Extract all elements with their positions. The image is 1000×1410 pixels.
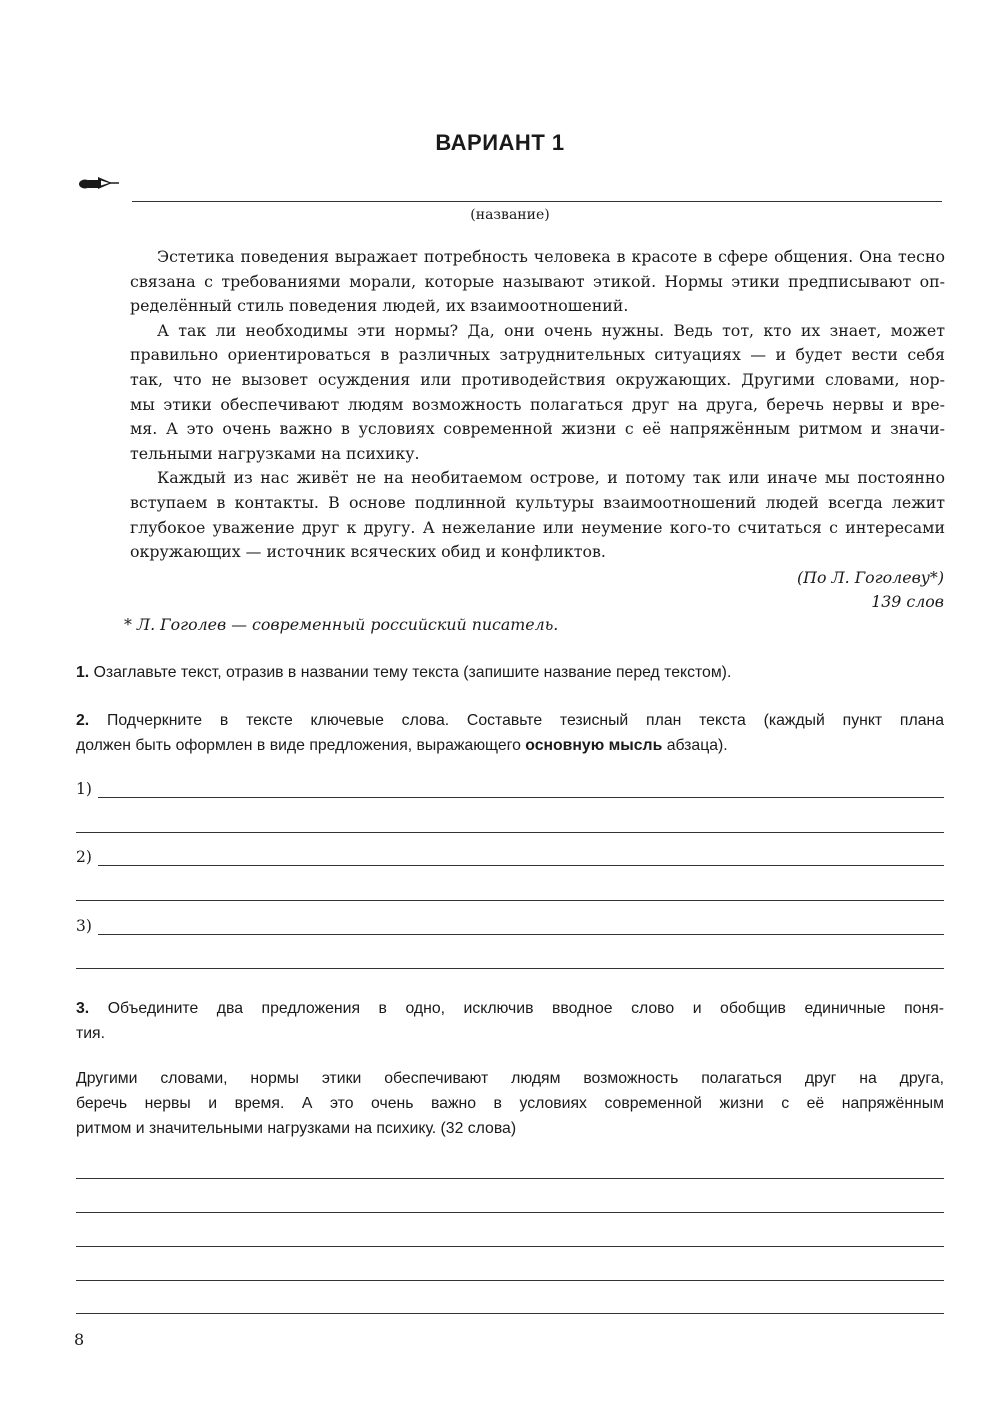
plan-item-label-2: 2) bbox=[76, 848, 92, 866]
text-line: вступаем в контакты. В основе подлинной культуры взаимоотношений людей всегда лежит bbox=[130, 492, 945, 512]
text-line: мя. А это очень важно в условиях современной жизни с её напряжённым ритмом и значи- bbox=[130, 419, 945, 439]
plan-line-3b[interactable] bbox=[76, 968, 944, 969]
task-number: 3. bbox=[76, 1000, 90, 1017]
task-text: Объедините два предложения в одно, исключив вводное слово и обобщив единичные поня- bbox=[89, 1000, 944, 1017]
task-line bbox=[76, 733, 944, 758]
footnote: * Л. Гоголев — современный российский писатель. bbox=[124, 615, 559, 634]
quote-line: ритмом и значительными нагрузками на психику. (32 слова) bbox=[76, 1120, 517, 1137]
answer-line-4[interactable] bbox=[76, 1280, 944, 1281]
task-text: абзаца). bbox=[662, 737, 728, 754]
title-write-line[interactable] bbox=[132, 201, 942, 202]
text-line: Эстетика поведения выражает потребность человека в красоте в сфере общения. Она тесно bbox=[157, 247, 945, 266]
task-2 bbox=[76, 708, 944, 758]
plan-line-1a[interactable] bbox=[98, 797, 944, 798]
task-number: 2. bbox=[76, 712, 90, 729]
text-line: А так ли необходимы эти нормы? Да, они очень нужны. Ведь тот, кто их знает, может bbox=[157, 320, 945, 340]
task-text: Озаглавьте текст, отразив в названии тему текста (запишите название перед текстом). bbox=[89, 664, 732, 681]
text-line: связана с требованиями морали, которые называют этикой. Нормы этики предписывают оп- bbox=[130, 271, 945, 291]
plan-line-1b[interactable] bbox=[76, 832, 944, 833]
task-line bbox=[76, 996, 944, 1021]
task-text: должен быть оформлен в виде предложения, выражающего bbox=[76, 737, 526, 754]
paragraph-2 bbox=[130, 319, 945, 467]
answer-line-1[interactable] bbox=[76, 1178, 944, 1179]
answer-line-5[interactable] bbox=[76, 1313, 944, 1314]
quote-line: Другими словами, нормы этики обеспечивают людям возможность полагаться друг на друга, bbox=[76, 1070, 944, 1087]
plan-item-label-1: 1) bbox=[76, 780, 92, 798]
answer-line-2[interactable] bbox=[76, 1212, 944, 1213]
pen-nib-icon bbox=[78, 174, 120, 192]
attribution: (По Л. Гоголеву*) bbox=[797, 568, 944, 587]
paragraph-3 bbox=[130, 466, 945, 564]
task-text-bold: основную мысль bbox=[525, 737, 663, 754]
page-number: 8 bbox=[74, 1330, 85, 1349]
source-text bbox=[130, 245, 945, 565]
quote-line: беречь нервы и время. А это очень важно в условиях современной жизни с её напряжённым bbox=[76, 1095, 944, 1112]
plan-line-3a[interactable] bbox=[98, 934, 944, 935]
task-text: Подчеркните в тексте ключевые слова. Составьте тезисный план текста (каждый пункт плана bbox=[89, 712, 944, 729]
plan-line-2b[interactable] bbox=[76, 900, 944, 901]
text-line: глубокое уважение друг к другу. А нежелание или неумение кого-то считаться с интересами bbox=[130, 517, 945, 537]
plan-item-label-3: 3) bbox=[76, 917, 92, 935]
text-line: ределённый стиль поведения людей, их взаимоотношений. bbox=[130, 296, 629, 316]
task-1 bbox=[76, 660, 944, 685]
page-title: ВАРИАНТ 1 bbox=[435, 130, 565, 155]
task-line bbox=[76, 708, 944, 733]
text-line: Каждый из нас живёт не на необитаемом острове, и потому так или иначе мы постоянно bbox=[157, 468, 945, 488]
task-line: тия. bbox=[76, 1025, 106, 1042]
task-3 bbox=[76, 996, 944, 1046]
task-number: 1. bbox=[76, 664, 90, 681]
word-count: 139 слов bbox=[871, 592, 944, 611]
task-3-quote bbox=[76, 1066, 944, 1141]
text-line: мы этики обеспечивают людям возможность полагаться друг на друга, беречь нервы и вре- bbox=[130, 394, 945, 414]
answer-line-3[interactable] bbox=[76, 1246, 944, 1247]
text-line: правильно ориентироваться в различных затруднительных ситуациях — и будет вести себя bbox=[130, 345, 945, 365]
plan-line-2a[interactable] bbox=[98, 865, 944, 866]
paragraph-1 bbox=[130, 245, 945, 319]
text-line: тельными нагрузками на психику. bbox=[130, 443, 420, 463]
text-line: окружающих — источник всяческих обид и конфликтов. bbox=[130, 542, 606, 562]
title-caption: (название) bbox=[470, 207, 550, 223]
text-line: так, что не вызовет осуждения или противодействия окружающих. Другими словами, нор- bbox=[130, 369, 945, 389]
